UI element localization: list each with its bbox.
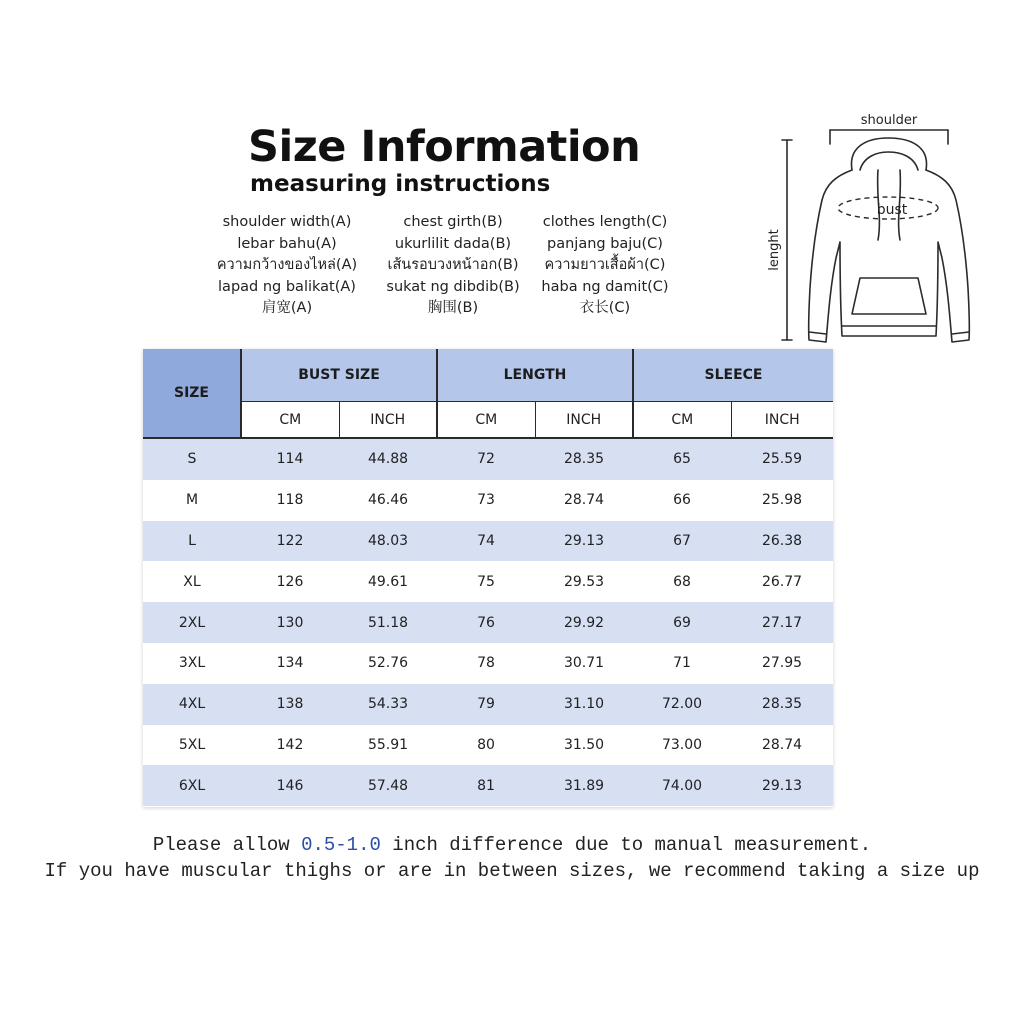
size-column-header: SIZE <box>143 349 241 438</box>
table-row <box>143 643 833 684</box>
table-cell: 31.10 <box>535 684 633 725</box>
size-table-container <box>143 349 833 807</box>
table-cell: 114 <box>241 438 339 480</box>
instruction-line: 胸围(B) <box>427 300 479 316</box>
size-cell: M <box>143 480 241 521</box>
instruction-line: clothes length(C) <box>542 214 668 230</box>
size-cell: 2XL <box>143 602 241 643</box>
table-cell: 65 <box>633 438 731 480</box>
table-cell: 69 <box>633 602 731 643</box>
table-cell: 27.17 <box>731 602 833 643</box>
size-cell: 6XL <box>143 765 241 806</box>
table-cell: 49.61 <box>339 561 437 602</box>
table-cell: 122 <box>241 521 339 562</box>
unit-header: CM <box>241 402 339 439</box>
unit-header: INCH <box>339 402 437 439</box>
table-cell: 48.03 <box>339 521 437 562</box>
instruction-line: shoulder width(A) <box>222 214 352 230</box>
table-cell: 28.74 <box>731 725 833 766</box>
instruction-line: haba ng damit(C) <box>541 278 669 295</box>
table-cell: 30.71 <box>535 643 633 684</box>
table-cell: 73 <box>437 480 535 521</box>
hoodie-diagram <box>760 108 990 358</box>
table-row <box>143 684 833 725</box>
size-cell: XL <box>143 561 241 602</box>
table-cell: 25.59 <box>731 438 833 480</box>
table-cell: 68 <box>633 561 731 602</box>
table-cell: 130 <box>241 602 339 643</box>
table-cell: 74 <box>437 521 535 562</box>
table-cell: 31.50 <box>535 725 633 766</box>
instruction-line: ความยาวเสื้อผ้า(C) <box>544 257 666 273</box>
table-row <box>143 602 833 643</box>
table-cell: 51.18 <box>339 602 437 643</box>
size-cell: 3XL <box>143 643 241 684</box>
tolerance-note <box>0 834 1024 856</box>
table-cell: 31.89 <box>535 765 633 806</box>
table-cell: 26.38 <box>731 521 833 562</box>
table-cell: 28.35 <box>731 684 833 725</box>
table-cell: 79 <box>437 684 535 725</box>
table-cell: 29.13 <box>535 521 633 562</box>
instruction-line: lebar bahu(A) <box>237 235 337 252</box>
table-cell: 75 <box>437 561 535 602</box>
table-cell: 29.92 <box>535 602 633 643</box>
table-cell: 71 <box>633 643 731 684</box>
table-row <box>143 480 833 521</box>
table-row <box>143 438 833 480</box>
instruction-line: 衣长(C) <box>579 300 631 316</box>
table-cell: 81 <box>437 765 535 806</box>
page-title: Size Information <box>248 122 641 172</box>
unit-header: INCH <box>535 402 633 439</box>
table-cell: 28.74 <box>535 480 633 521</box>
table-cell: 28.35 <box>535 438 633 480</box>
instruction-line: lapad ng balikat(A) <box>218 278 356 295</box>
unit-header: CM <box>633 402 731 439</box>
table-cell: 66 <box>633 480 731 521</box>
table-cell: 138 <box>241 684 339 725</box>
table-cell: 25.98 <box>731 480 833 521</box>
table-cell: 80 <box>437 725 535 766</box>
table-cell: 72.00 <box>633 684 731 725</box>
shoulder-instructions <box>192 212 382 320</box>
bust-size-header: BUST SIZE <box>241 349 437 402</box>
table-cell: 74.00 <box>633 765 731 806</box>
length-instructions <box>510 212 700 320</box>
table-cell: 29.53 <box>535 561 633 602</box>
table-cell: 55.91 <box>339 725 437 766</box>
instruction-line: เส้นรอบวงหน้าอก(B) <box>387 257 519 273</box>
table-row <box>143 521 833 562</box>
table-cell: 27.95 <box>731 643 833 684</box>
table-cell: 67 <box>633 521 731 562</box>
table-cell: 142 <box>241 725 339 766</box>
instruction-line: panjang baju(C) <box>547 235 663 252</box>
table-cell: 44.88 <box>339 438 437 480</box>
tolerance-range: 0.5-1.0 <box>301 834 381 856</box>
unit-header: INCH <box>731 402 833 439</box>
table-cell: 54.33 <box>339 684 437 725</box>
size-cell: 4XL <box>143 684 241 725</box>
table-cell: 72 <box>437 438 535 480</box>
table-cell: 76 <box>437 602 535 643</box>
size-cell: S <box>143 438 241 480</box>
table-cell: 126 <box>241 561 339 602</box>
table-cell: 52.76 <box>339 643 437 684</box>
note-text: Please allow <box>152 834 302 856</box>
sleeve-header: SLEECE <box>633 349 833 402</box>
table-cell: 134 <box>241 643 339 684</box>
bust-label: bust <box>876 202 908 218</box>
pocket-shape <box>852 278 926 314</box>
table-cell: 29.13 <box>731 765 833 806</box>
table-row <box>143 765 833 806</box>
instruction-line: sukat ng dibdib(B) <box>386 278 520 295</box>
size-advice-note: If you have muscular thighs or are in between sizes, we recommend taking a size up <box>44 860 980 882</box>
instruction-line: chest girth(B) <box>403 214 503 230</box>
unit-header: CM <box>437 402 535 439</box>
size-cell: 5XL <box>143 725 241 766</box>
table-row <box>143 561 833 602</box>
table-cell: 73.00 <box>633 725 731 766</box>
table-cell: 26.77 <box>731 561 833 602</box>
length-label: lenght <box>767 229 782 271</box>
table-cell: 46.46 <box>339 480 437 521</box>
table-row <box>143 725 833 766</box>
body-shape <box>809 170 970 342</box>
instruction-line: ความกว้างของไหล่(A) <box>216 257 358 273</box>
instruction-line: 肩宽(A) <box>261 300 313 316</box>
instruction-line: ukurlilit dada(B) <box>394 235 512 252</box>
size-cell: L <box>143 521 241 562</box>
table-cell: 118 <box>241 480 339 521</box>
note-text: inch difference due to manual measurement. <box>380 834 872 856</box>
table-cell: 146 <box>241 765 339 806</box>
shoulder-label: shoulder <box>860 113 918 128</box>
page-subtitle: measuring instructions <box>250 171 551 197</box>
length-header: LENGTH <box>437 349 633 402</box>
size-table <box>143 349 833 806</box>
table-cell: 57.48 <box>339 765 437 806</box>
table-cell: 78 <box>437 643 535 684</box>
